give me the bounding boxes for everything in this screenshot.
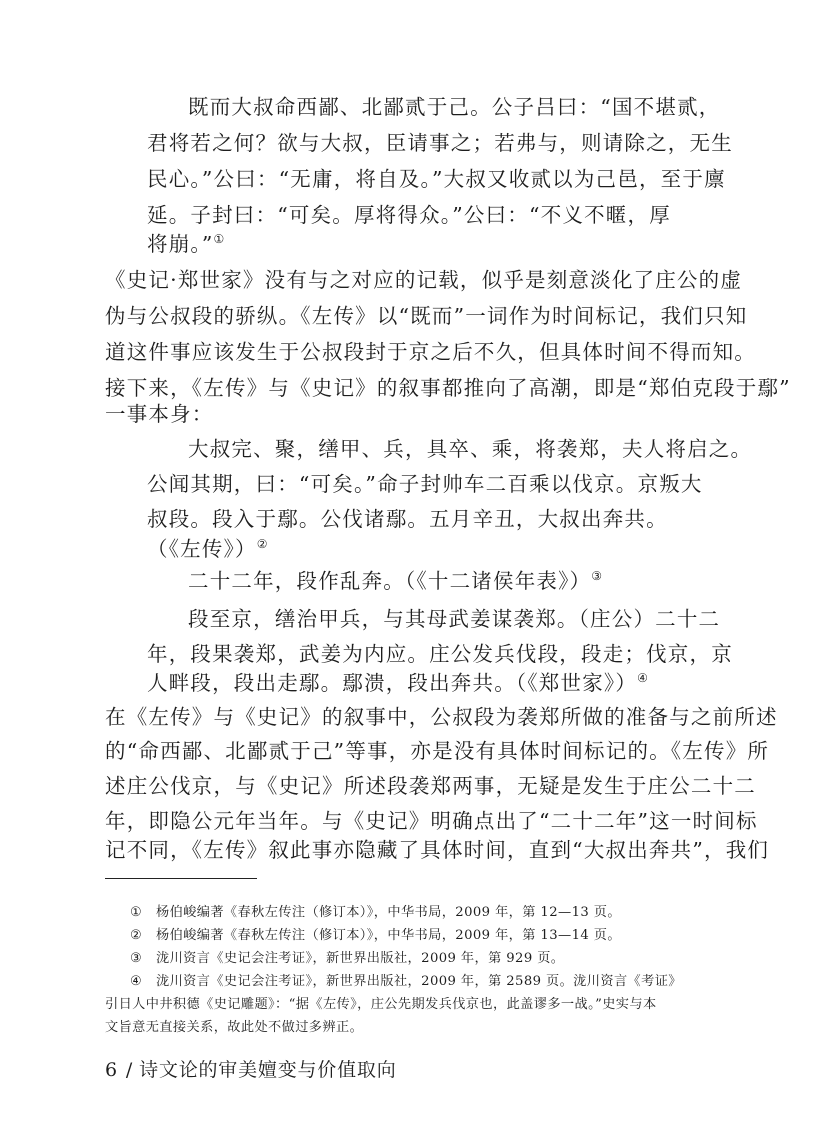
- body-line: 一事本身：: [105, 402, 214, 426]
- quote2-line: 大叔完、聚，缮甲、兵，具卒、乘，将袭郑，夫人将启之。: [188, 437, 753, 461]
- footnote-ref-2[interactable]: ②: [256, 537, 268, 551]
- quote2-line: 公闻其期，曰：“可矣。”命子封帅车二百乘以伐京。京叛大: [147, 472, 703, 496]
- footnote-ref-1[interactable]: ①: [213, 232, 225, 246]
- footnote-text: 泷川资言《史记会注考证》，新世界出版社，2009 年，第 929 页。: [156, 951, 565, 966]
- footnote-text: 杨伯峻编著《春秋左传注（修订本）》，中华书局，2009 年，第 13—14 页。: [156, 928, 621, 943]
- footnote-3: [130, 949, 564, 969]
- page-number: 6: [105, 1059, 118, 1081]
- body-line: 伪与公叔段的骄纵。《左传》以“既而”一词作为时间标记，我们只知: [105, 304, 748, 328]
- quote4-line: 年，段果袭郑，武姜为内应。庄公发兵伐段，段走；伐京，京: [147, 642, 733, 666]
- quote4-line-last: [147, 670, 648, 696]
- body-line: 道这件事应该发生于公叔段封于京之后不久，但具体时间不得而知。: [105, 340, 756, 364]
- footnote-ref-3[interactable]: ③: [591, 569, 603, 583]
- body-line: 的“命西鄙、北鄙贰于己”等事，亦是没有具体时间标记的。《左传》所: [105, 739, 770, 763]
- quote1-line: 延。子封曰：“可矣。厚将得众。”公曰：“不义不暱，厚: [147, 203, 671, 227]
- quote3-line: [188, 568, 602, 594]
- body-line: 《史记·郑世家》没有与之对应的记载，似乎是刻意淡化了庄公的虚: [105, 268, 743, 292]
- footnote-4-cont: 文旨意无直接关系，故此处不做过多辨正。: [105, 1020, 364, 1035]
- quote4-line: 段至京，缮治甲兵，与其母武姜谋袭郑。（庄公）二十二: [188, 607, 721, 631]
- footnote-divider: [105, 878, 257, 879]
- quote2-line-last: [147, 536, 267, 562]
- quote2-line: 叔段。段入于鄢。公伐诸鄢。五月辛丑，大叔出奔共。: [147, 507, 668, 531]
- quote1-line-last: [147, 231, 224, 257]
- body-line: 年，即隐公元年当年。与《史记》明确点出了“二十二年”这一时间标: [105, 809, 758, 833]
- body-line: 接下来，《左传》与《史记》的叙事都推向了高潮，即是“郑伯克段于鄢”: [105, 376, 791, 400]
- footnote-ref-4[interactable]: ④: [637, 671, 648, 685]
- footnote-4-cont: 引日人中井积德《史记雕题》：“据《左传》，庄公先期发兵伐京也，此盖谬多一战。”史实与本: [105, 997, 657, 1012]
- quote1-text: 将崩。”: [147, 232, 214, 256]
- footnote-mark: ①: [130, 905, 143, 920]
- quote4-text: 人畔段，段出走鄢。鄢溃，段出奔共。（《郑世家》）: [147, 671, 638, 695]
- footnote-text: 杨伯峻编著《春秋左传注（修订本）》，中华书局，2009 年，第 12—13 页。: [156, 905, 621, 920]
- body-line: 记不同，《左传》叙此事亦隐藏了具体时间，直到“大叔出奔共”，我们: [105, 838, 770, 862]
- book-title: 诗文论的审美嬗变与价值取向: [139, 1059, 397, 1081]
- footnote-mark: ③: [130, 951, 143, 966]
- quote1-line: 既而大叔命西鄙、北鄙贰于己。公子吕曰：“国不堪贰，: [188, 95, 721, 119]
- page-footer: [105, 1057, 397, 1083]
- footnote-mark: ④: [130, 974, 143, 989]
- footnote-mark: ②: [130, 928, 143, 943]
- quote1-line: 君将若之何？欲与大叔，臣请事之；若弗与，则请除之，无生: [147, 131, 733, 155]
- footnote-text: 泷川资言《史记会注考证》，新世界出版社，2009 年，第 2589 页。泷川资言《考证》: [156, 974, 682, 989]
- quote2-source: （《左传》）: [147, 537, 257, 561]
- body-line: 述庄公伐京，与《史记》所述段袭郑两事，无疑是发生于庄公二十二: [105, 774, 756, 798]
- footnote-2: [130, 926, 621, 946]
- footer-separator: /: [125, 1059, 134, 1081]
- footnote-1: [130, 903, 621, 923]
- footnote-4: [130, 972, 682, 992]
- quote3-text: 二十二年，段作乱奔。（《十二诸侯年表》）: [188, 569, 592, 593]
- body-line: 在《左传》与《史记》的叙事中，公叔段为袭郑所做的准备与之前所述: [105, 705, 778, 729]
- quote1-line: 民心。”公曰：“无庸，将自及。”大叔又收贰以为己邑，至于廪: [147, 167, 726, 191]
